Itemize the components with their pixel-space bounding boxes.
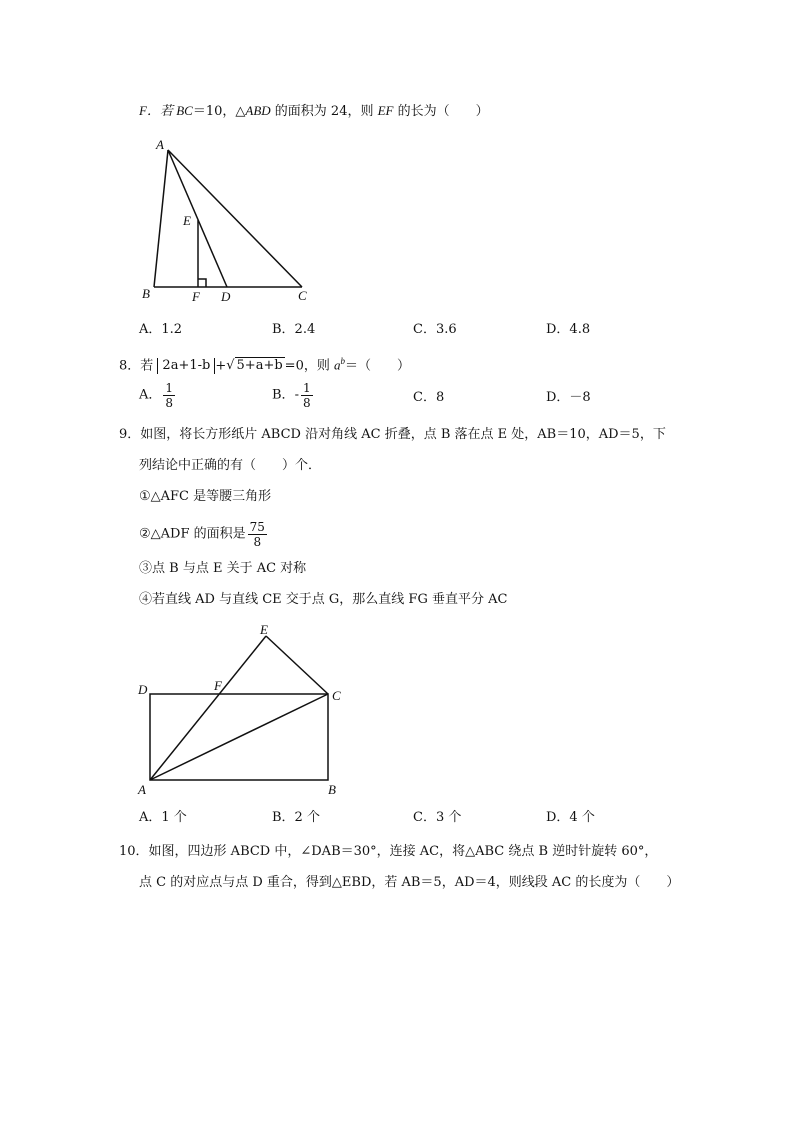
q9-label-c: C xyxy=(332,688,341,703)
q8-option-b xyxy=(272,381,315,410)
q9-statement-4: ④若直线 AD 与直线 CE 交于点 G，那么直线 FG 垂直平分 AC xyxy=(139,592,508,607)
q7-stem xyxy=(139,101,489,122)
q9-option-b: B．2 个 xyxy=(272,810,320,825)
q8-plus: + xyxy=(215,358,227,374)
q9-statement-2-den: 8 xyxy=(253,535,262,549)
q9-statement-1: ①△AFC 是等腰三角形 xyxy=(139,489,272,504)
q9-option-a: A．1 个 xyxy=(139,810,187,825)
q8-sqrt: √ 5+a+b xyxy=(226,358,283,374)
q7-label-b: B xyxy=(142,286,150,301)
q8-eq: =0，则 xyxy=(284,358,334,374)
q8-sqrt-inner: 5+a+b xyxy=(236,358,283,374)
q8-abs-value xyxy=(157,358,215,374)
q9-statement-2-text: ②△ADF 的面积是 xyxy=(139,526,246,542)
q8-base: a xyxy=(333,357,341,373)
q9-seg-ae xyxy=(150,636,266,780)
q9-statement-2 xyxy=(139,520,269,549)
q7-seg-ab xyxy=(154,150,168,287)
q9-option-d: D．4 个 xyxy=(546,810,595,825)
q8-option-a-fraction xyxy=(163,381,175,410)
q9-statement-2-num: 75 xyxy=(249,520,265,534)
q8-option-b-label: B． xyxy=(272,387,295,403)
q9-label-b: B xyxy=(328,782,336,797)
q9-label-d: D xyxy=(138,682,148,697)
q7-option-d: D．4.8 xyxy=(546,322,591,337)
q7-label-c: C xyxy=(298,288,307,303)
q8-number: 8．若 xyxy=(119,358,154,374)
q8-tail: ＝（ ） xyxy=(344,358,410,374)
q7-option-b: B．2.4 xyxy=(272,322,316,337)
q9-figure xyxy=(130,620,360,800)
q9-label-e: E xyxy=(260,622,268,637)
q7-bc: BC xyxy=(176,103,193,118)
q7-right-angle-mark xyxy=(198,279,206,287)
q8-option-d: D．－8 xyxy=(546,390,591,405)
q8-option-a-den: 8 xyxy=(165,396,174,410)
q7-ef: EF xyxy=(377,103,394,118)
q7-figure xyxy=(130,132,330,312)
q7-label-d: D xyxy=(221,289,231,304)
q8-option-a-label: A． xyxy=(139,387,162,403)
q8-option-a-num: 1 xyxy=(165,381,174,395)
q9-stem-line1: 9．如图，将长方形纸片 ABCD 沿对角线 AC 折叠，点 B 落在点 E 处，AB＝10，AD＝5，下 xyxy=(119,427,666,442)
q9-statement-3: ③点 B 与点 E 关于 AC 对称 xyxy=(139,561,307,576)
q9-option-c: C．3 个 xyxy=(413,810,462,825)
q10-stem-line2: 点 C 的对应点与点 D 重合，得到△EBD，若 AB＝5，AD＝4，则线段 AC 的长度为（ ） xyxy=(139,875,680,890)
q9-label-a: A xyxy=(138,782,146,797)
q8-exponent: b xyxy=(340,356,345,366)
q7-label-a: A xyxy=(156,137,164,152)
q8-stem xyxy=(119,351,410,376)
q8-option-b-sign: - xyxy=(294,387,299,403)
q8-option-a xyxy=(139,381,177,410)
q7-eq1: ＝10，△ xyxy=(192,104,246,119)
q9-seg-ec xyxy=(266,636,328,694)
q7-option-a: A．1.2 xyxy=(139,322,183,337)
q8-option-b-fraction xyxy=(301,381,313,410)
q8-option-b-num: 1 xyxy=(302,381,311,395)
q7-label-e: E xyxy=(183,213,191,228)
q9-stem-line2: 列结论中正确的有（ ）个． xyxy=(139,458,322,473)
q7-mid: 的面积为 24，则 xyxy=(270,104,378,119)
q10-stem-line1: 10．如图，四边形 ABCD 中，∠DAB＝30°，连接 AC，将△ABC 绕点 B 逆时针旋转 60°， xyxy=(119,844,658,859)
q8-option-b-den: 8 xyxy=(302,396,311,410)
q9-statement-2-fraction xyxy=(248,520,267,549)
q7-end: 的长为（ ） xyxy=(393,104,489,119)
q9-label-f: F xyxy=(214,678,222,693)
q9-seg-ac xyxy=(150,694,328,780)
q8-abs-inner: 2a+1-b xyxy=(162,358,211,374)
q7-option-c: C．3.6 xyxy=(413,322,457,337)
q7-stem-prefix: F．若 xyxy=(139,103,177,118)
q7-abd: ABD xyxy=(245,103,271,118)
q7-label-f: F xyxy=(192,289,200,304)
q8-option-c: C．8 xyxy=(413,390,445,405)
